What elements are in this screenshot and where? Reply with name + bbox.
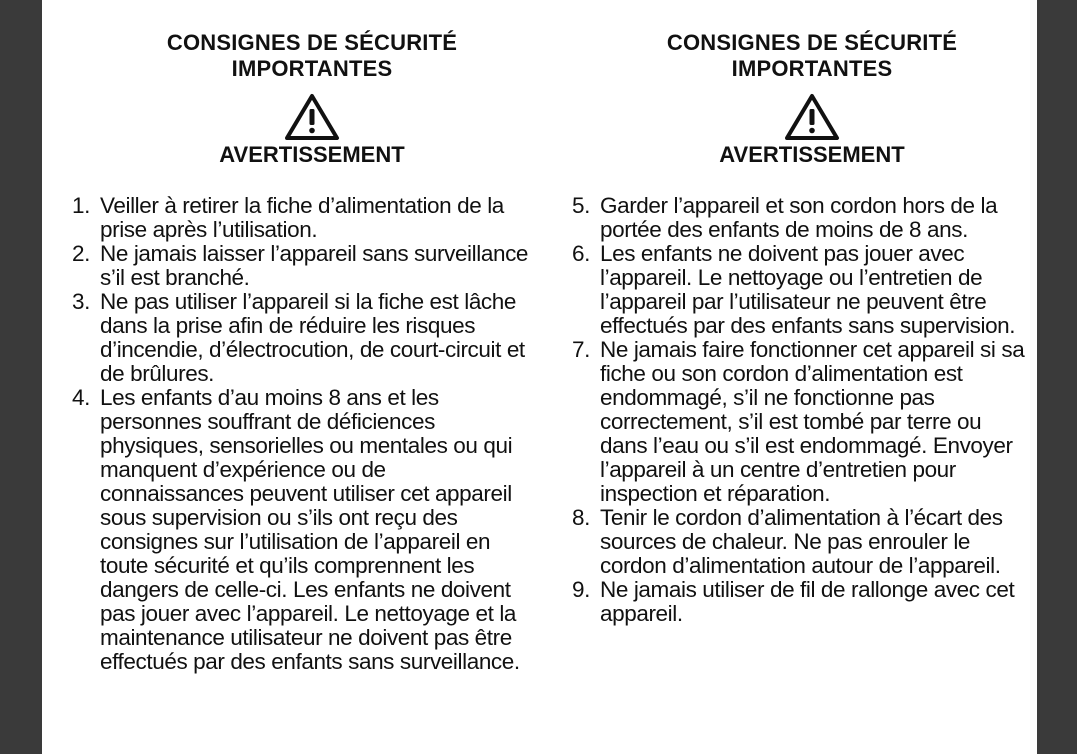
warning-triangle-icon [284,92,340,142]
list-item [72,386,532,674]
list-item [72,194,532,242]
item-text: Les enfants d’au moins 8 ans et les personnes souffrant de déficiences physiques, sensorielles ou mentales ou qui manquent d’expérience ou de connaissances peuvent utiliser cet appareil sous supervision ou s’ils ont reçu des consignes sur l’utilisation de l’appareil en toute sécurité et qu’ils comprennent les dangers de celle-ci. Les enfants ne doivent pas jouer avec l’appareil. Le nettoyage et la maintenance utilisateur ne doivent pas être effectués par des enfants sans surveillance. [100,385,520,674]
item-number: 7. [572,337,590,362]
title-line-2: IMPORTANTES [731,56,893,81]
item-number: 1. [72,193,90,218]
warning-label: AVERTISSEMENT [219,142,405,167]
item-number: 2. [72,241,90,266]
list-item [72,242,532,290]
left-column [72,30,532,674]
item-number: 4. [72,385,90,410]
instruction-list [72,194,532,674]
instruction-list [572,194,1032,626]
item-text: Ne pas utiliser l’appareil si la fiche est lâche dans la prise afin de réduire les risques d’incendie, d’électrocution, de court-circuit et de brûlures. [100,289,525,386]
item-number: 8. [572,505,590,530]
right-column [572,30,1032,626]
item-number: 5. [572,193,590,218]
item-text: Ne jamais utiliser de fil de rallonge avec cet appareil. [600,577,1015,626]
list-item [572,506,1032,578]
item-text: Tenir le cordon d’alimentation à l’écart des sources de chaleur. Ne pas enrouler le cordon d’alimentation autour de l’appareil. [600,505,1003,578]
document-page [42,0,1037,754]
item-text: Garder l’appareil et son cordon hors de la portée des enfants de moins de 8 ans. [600,193,998,242]
title-line-2: IMPORTANTES [231,56,393,81]
warning-triangle-icon [784,92,840,142]
safety-title [592,30,1032,82]
item-number: 9. [572,577,590,602]
item-text: Ne jamais faire fonctionner cet appareil si sa fiche ou son cordon d’alimentation est endommagé, s’il ne fonctionne pas correctement, s’il est tombé par terre ou dans l’eau ou s’il est endommagé. Envoyer l’appareil à un centre d’entretien pour inspection et réparation. [600,337,1025,506]
title-line-1: CONSIGNES DE SÉCURITÉ [666,30,958,55]
item-number: 3. [72,289,90,314]
warning-label: AVERTISSEMENT [719,142,905,167]
item-number: 6. [572,241,590,266]
item-text: Ne jamais laisser l’appareil sans surveillance s’il est branché. [100,241,529,290]
item-text: Veiller à retirer la fiche d’alimentation de la prise après l’utilisation. [100,193,504,242]
safety-title [92,30,532,82]
item-text: Les enfants ne doivent pas jouer avec l’appareil. Le nettoyage ou l’entretien de l’appareil par l’utilisateur ne peuvent être effectués par des enfants sans supervision. [600,241,1016,338]
list-item [572,194,1032,242]
title-line-1: CONSIGNES DE SÉCURITÉ [166,30,458,55]
list-item [72,290,532,386]
list-item [572,338,1032,506]
list-item [572,242,1032,338]
list-item [572,578,1032,626]
